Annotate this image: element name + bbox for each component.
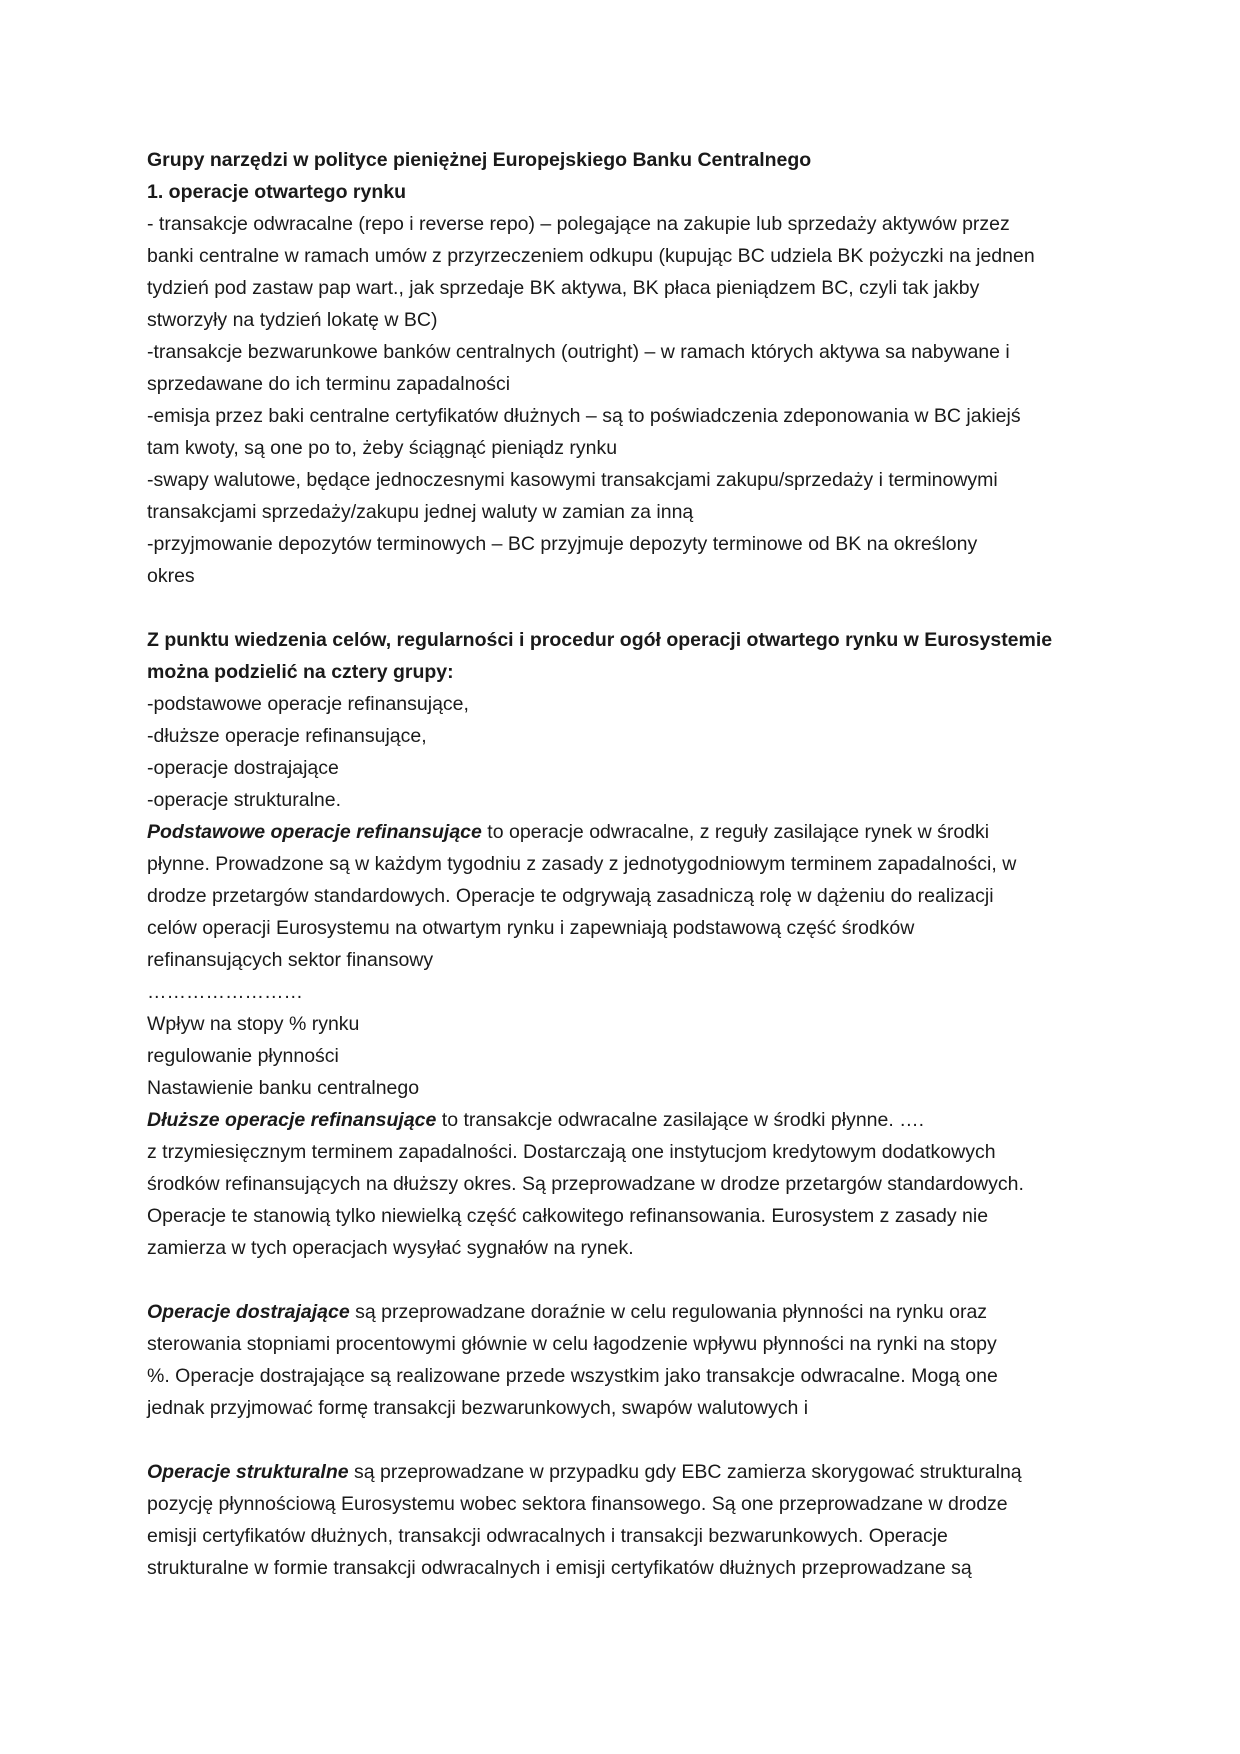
text-line: banki centralne w ramach umów z przyrzeczeniem odkupu (kupując BC udziela BK pożyczki na jednen bbox=[147, 245, 1035, 267]
text-line: -swapy walutowe, będące jednoczesnymi kasowymi transakcjami zakupu/sprzedaży i terminowymi bbox=[147, 469, 998, 491]
text-line: -transakcje bezwarunkowe banków centralnych (outright) – w ramach których aktywa sa nabywane i bbox=[147, 341, 1010, 363]
groups-heading: Z punktu wiedzenia celów, regularności i procedur ogół operacji otwartego rynku w Eurosystemie bbox=[147, 629, 1053, 651]
paragraph-first-line bbox=[147, 1104, 1107, 1136]
text-line: %. Operacje dostrajające są realizowane przede wszystkim jako transakcje odwracalne. Mogą one bbox=[147, 1365, 998, 1387]
term-dluzsze: Dłuższe operacje refinansujące bbox=[147, 1109, 437, 1131]
text-line: okres bbox=[147, 565, 195, 587]
text-line: sterowania stopniami procentowymi głównie w celu łagodzenie wpływu płynności na rynki na stopy bbox=[147, 1333, 997, 1355]
paragraph-first-line bbox=[147, 1456, 1107, 1488]
list-item: -operacje dostrajające bbox=[147, 757, 339, 779]
text-line: celów operacji Eurosystemu na otwartym rynku i zapewniają podstawową część środków bbox=[147, 917, 915, 939]
text-fragment: to operacje odwracalne, z reguły zasilające rynek w środki bbox=[481, 821, 990, 843]
text-line: - transakcje odwracalne (repo i reverse repo) – polegające na zakupie lub sprzedaży aktywów przez bbox=[147, 213, 1010, 235]
text-line: strukturalne w formie transakcji odwracalnych i emisji certyfikatów dłużnych przeprowadzane są bbox=[147, 1557, 972, 1579]
list-item: -podstawowe operacje refinansujące, bbox=[147, 693, 469, 715]
text-fragment: są przeprowadzane w przypadku gdy EBC zamierza skorygować strukturalną bbox=[348, 1461, 1022, 1483]
text-fragment: są przeprowadzane doraźnie w celu regulowania płynności na rynku oraz bbox=[349, 1301, 988, 1323]
text-line: Operacje te stanowią tylko niewielką część całkowitego refinansowania. Eurosystem z zasady nie bbox=[147, 1205, 989, 1227]
paragraph-first-line bbox=[147, 816, 1107, 848]
text-line: Wpływ na stopy % rynku bbox=[147, 1013, 360, 1035]
text-line: środków refinansujących na dłuższy okres. Są przeprowadzane w drodze przetargów standardowych. bbox=[147, 1173, 1024, 1195]
text-line: tydzień pod zastaw pap wart., jak sprzedaje BK aktywa, BK płaca pieniądzem BC, czyli tak jakby bbox=[147, 277, 980, 299]
text-line: emisji certyfikatów dłużnych, transakcji odwracalnych i transakcji bezwarunkowych. Operacje bbox=[147, 1525, 948, 1547]
text-line: płynne. Prowadzone są w każdym tygodniu z zasady z jednotygodniowym terminem zapadalności, w bbox=[147, 853, 1017, 875]
list-item: -operacje strukturalne. bbox=[147, 789, 342, 811]
term-dostrajajace: Operacje dostrajające bbox=[147, 1301, 350, 1323]
text-line: Nastawienie banku centralnego bbox=[147, 1077, 420, 1099]
term-strukturalne: Operacje strukturalne bbox=[147, 1461, 349, 1483]
text-line: zamierza w tych operacjach wysyłać sygnałów na rynek. bbox=[147, 1237, 634, 1259]
document-page bbox=[147, 144, 1107, 1584]
text-line: -przyjmowanie depozytów terminowych – BC przyjmuje depozyty terminowe od BK na określony bbox=[147, 533, 978, 555]
text-line: tam kwoty, są one po to, żeby ściągnąć pieniądz rynku bbox=[147, 437, 618, 459]
section-heading: 1. operacje otwartego rynku bbox=[147, 181, 406, 203]
text-line: z trzymiesięcznym terminem zapadalności. Dostarczają one instytucjom kredytowym dodatkowych bbox=[147, 1141, 996, 1163]
term-podstawowe: Podstawowe operacje refinansujące bbox=[147, 821, 482, 843]
text-line: stworzyły na tydzień lokatę w BC) bbox=[147, 309, 438, 331]
text-line: sprzedawane do ich terminu zapadalności bbox=[147, 373, 511, 395]
text-line: refinansujących sektor finansowy bbox=[147, 949, 434, 971]
dotted-separator: …………………… bbox=[147, 981, 303, 1003]
paragraph-first-line bbox=[147, 1296, 1107, 1328]
paragraph-gap bbox=[147, 592, 1107, 624]
text-line: pozycję płynnościową Eurosystemu wobec sektora finansowego. Są one przeprowadzane w drodze bbox=[147, 1493, 1008, 1515]
paragraph-gap bbox=[147, 1424, 1107, 1456]
paragraph-gap bbox=[147, 1264, 1107, 1296]
document-title: Grupy narzędzi w polityce pieniężnej Europejskiego Banku Centralnego bbox=[147, 149, 812, 171]
groups-heading: można podzielić na cztery grupy: bbox=[147, 661, 454, 683]
text-line: -emisja przez baki centralne certyfikatów dłużnych – są to poświadczenia zdeponowania w BC jakiejś bbox=[147, 405, 1021, 427]
text-fragment: to transakcje odwracalne zasilające w środki płynne. …. bbox=[436, 1109, 925, 1131]
text-line: regulowanie płynności bbox=[147, 1045, 339, 1067]
list-item: -dłuższe operacje refinansujące, bbox=[147, 725, 427, 747]
text-line: transakcjami sprzedaży/zakupu jednej waluty w zamian za inną bbox=[147, 501, 694, 523]
text-line: jednak przyjmować formę transakcji bezwarunkowych, swapów walutowych i bbox=[147, 1397, 809, 1419]
text-line: drodze przetargów standardowych. Operacje te odgrywają zasadniczą rolę w dążeniu do realizacji bbox=[147, 885, 994, 907]
